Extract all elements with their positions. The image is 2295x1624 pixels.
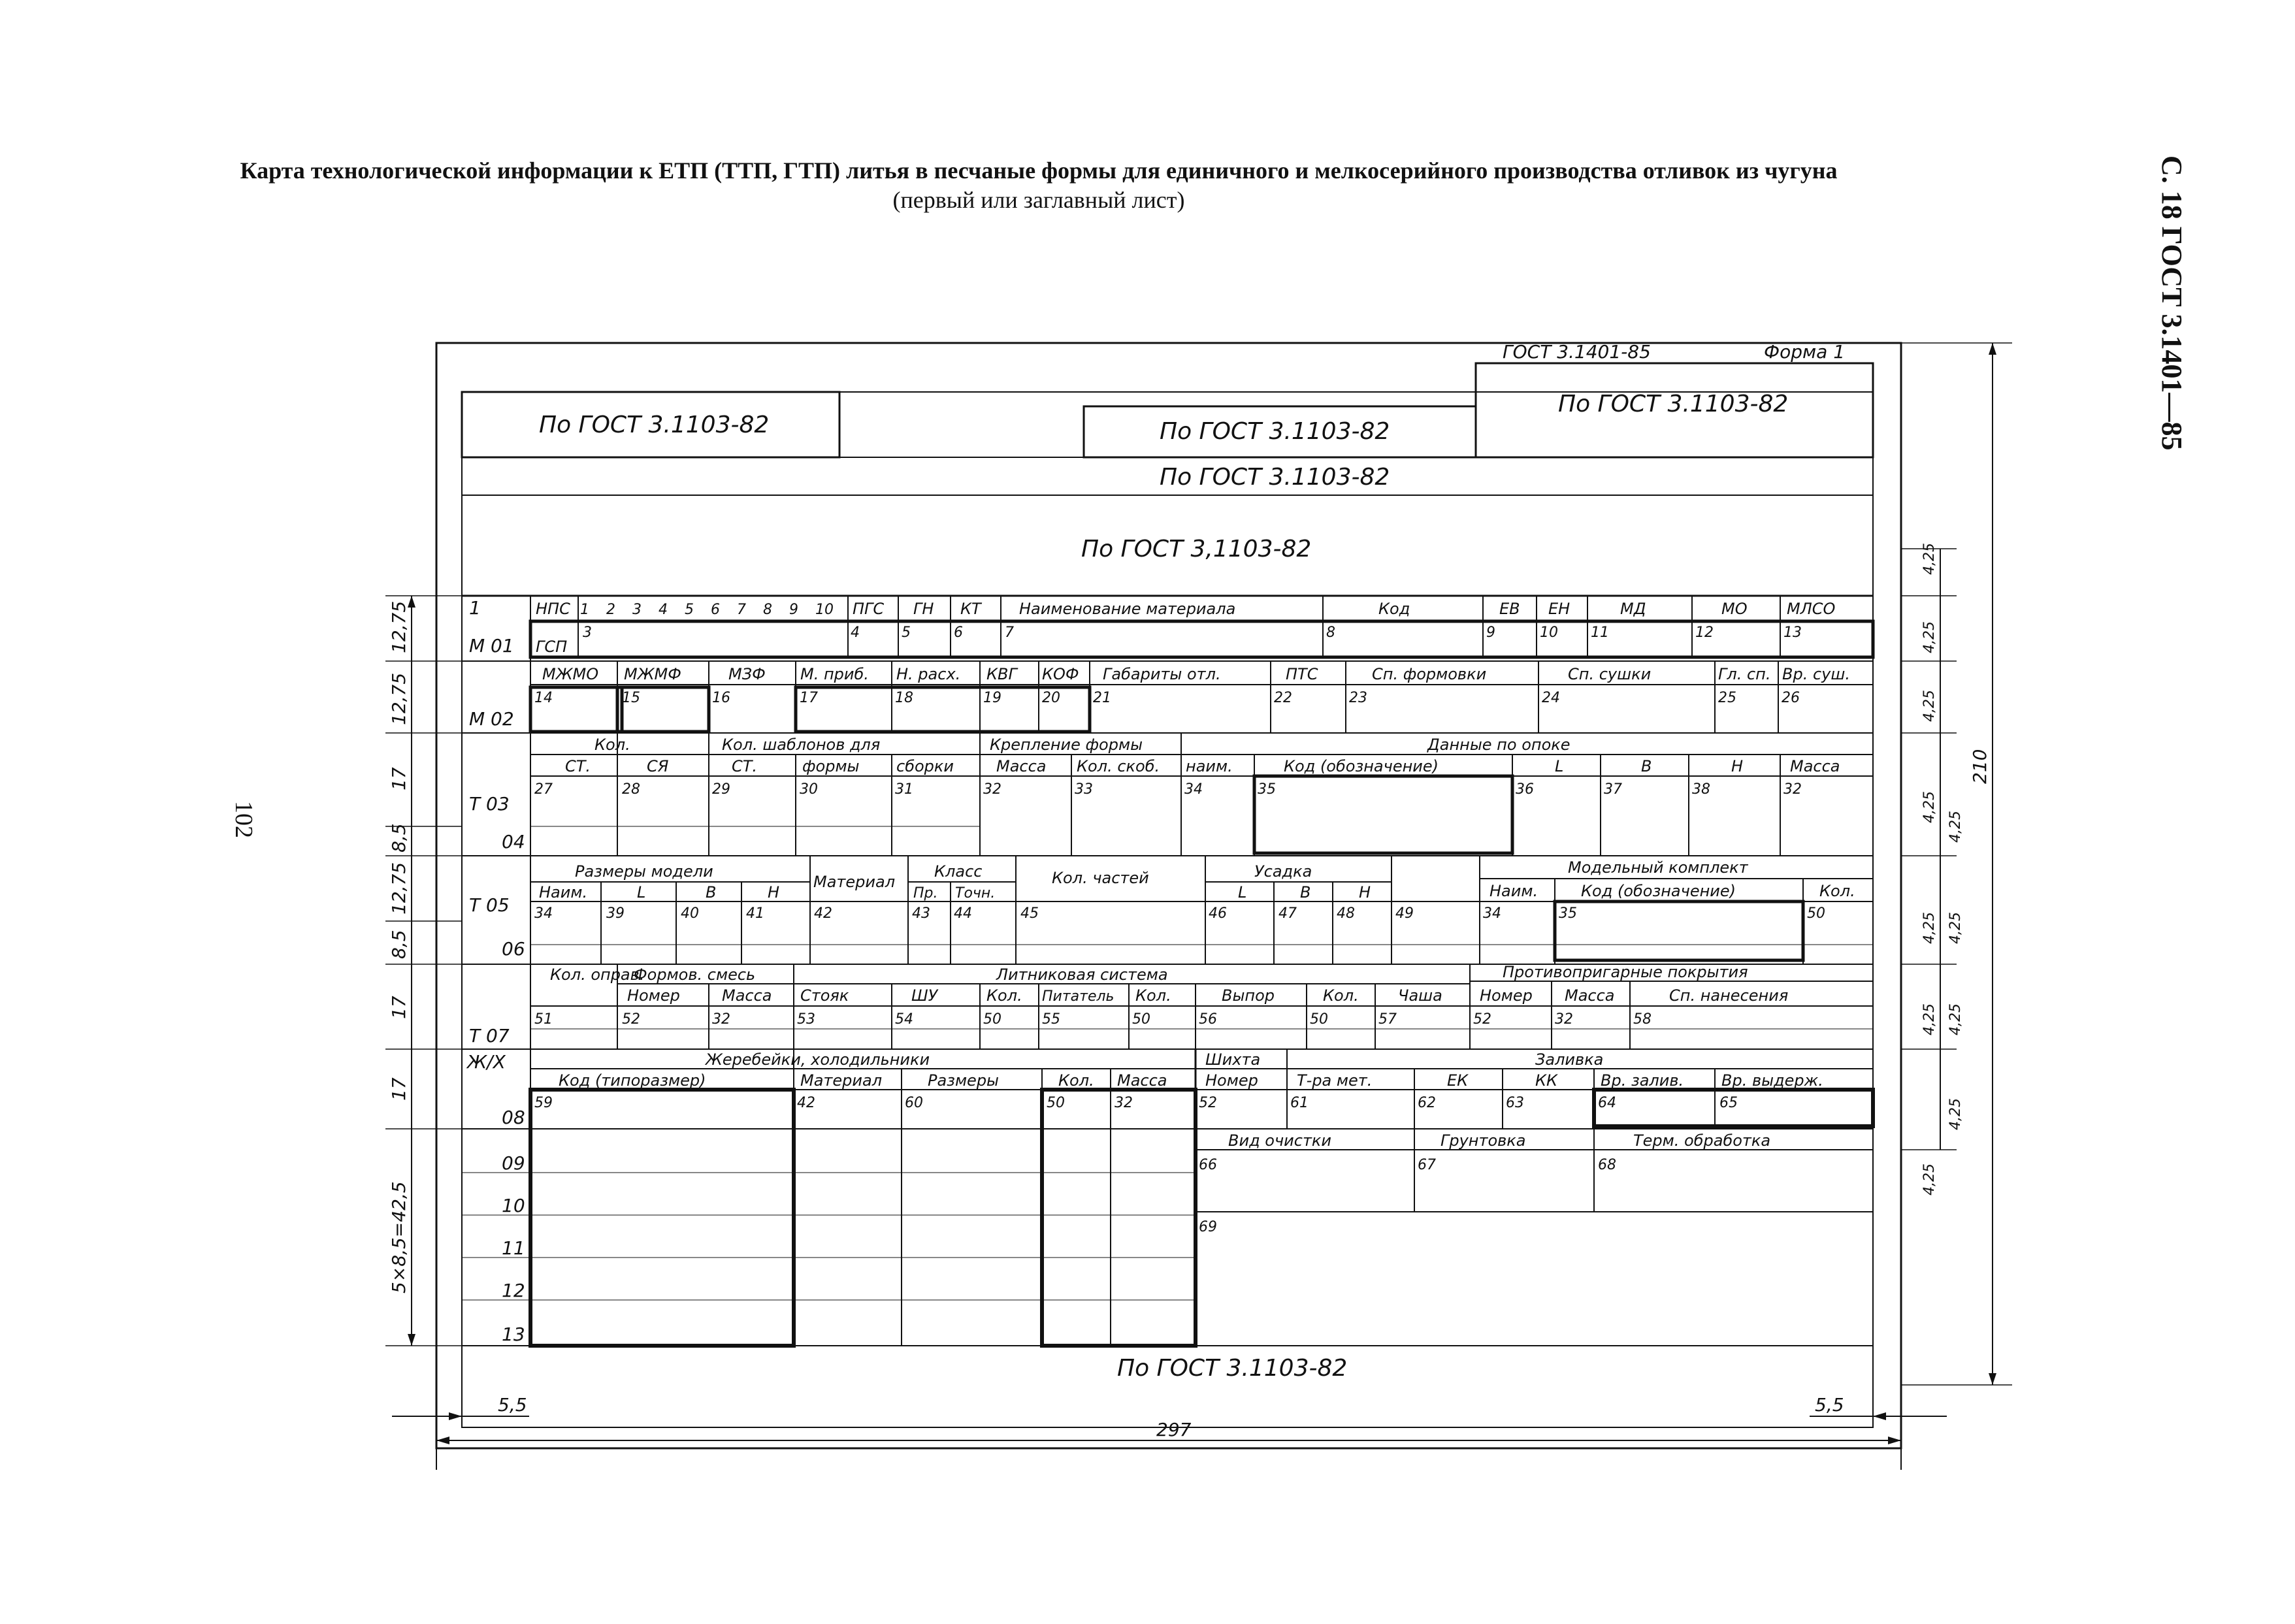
n7-50b: 50	[1132, 1011, 1150, 1028]
n-36: 36	[1516, 781, 1534, 798]
n-6: 6	[954, 625, 963, 641]
h-sya: СЯ	[647, 757, 669, 775]
h5-naim2: Наим.	[1489, 882, 1538, 900]
n8-63: 63	[1506, 1095, 1524, 1111]
h-H: H	[1731, 757, 1744, 775]
n8-62: 62	[1418, 1095, 1436, 1111]
h-B: B	[1641, 757, 1652, 775]
h7-pitatel: Питатель	[1042, 988, 1115, 1005]
h8-razmery: Размеры	[928, 1071, 999, 1090]
h8-zherebeiki: Жеребейки, холодильники	[706, 1050, 930, 1069]
h5-kod-obozn: Код (обозначение)	[1581, 882, 1736, 900]
n5-44: 44	[954, 905, 972, 922]
h8-vr-zaliv: Вр. залив.	[1601, 1071, 1684, 1090]
n-23: 23	[1349, 690, 1367, 706]
n-9: 9	[1486, 625, 1495, 641]
dim-42-5: 5×8,5=42,5	[388, 1181, 410, 1293]
row-1: 1	[469, 597, 481, 619]
h5-klass: Класс	[934, 862, 983, 881]
n-15: 15	[622, 690, 640, 706]
dim-4-25-8: 4,25	[1921, 1003, 1938, 1035]
h5-usadka: Усадка	[1254, 862, 1312, 881]
h-sp-form: Сп. формовки	[1372, 665, 1487, 683]
h-en: ЕН	[1548, 600, 1571, 618]
n7-56: 56	[1199, 1011, 1217, 1028]
n8-60: 60	[905, 1095, 923, 1111]
h7-kol2: Кол.	[1135, 986, 1171, 1005]
dim-4-25-7: 4,25	[1947, 912, 1964, 944]
n8-50: 50	[1047, 1095, 1065, 1111]
h5-tochn: Точн.	[955, 885, 996, 901]
n-3: 3	[583, 625, 592, 641]
n-10: 10	[1540, 625, 1558, 641]
dim-17-b: 17	[388, 996, 410, 1019]
h-digit-5: 5	[685, 602, 694, 618]
n7-32b: 32	[1555, 1011, 1573, 1028]
dim-4-25-11: 4,25	[1921, 1163, 1938, 1195]
page-number: 102	[230, 801, 257, 838]
h-kod-obozn: Код (обозначение)	[1284, 757, 1439, 775]
n8-61: 61	[1290, 1095, 1309, 1111]
h9-gruntovka: Грунтовка	[1440, 1131, 1526, 1150]
h5-model-kompl: Модельный комплект	[1568, 858, 1748, 877]
n-22: 22	[1274, 690, 1292, 706]
n9-66: 66	[1199, 1157, 1217, 1173]
h-massa2: Масса	[1790, 757, 1840, 775]
h8-t-ra-met: Т-ра мет.	[1297, 1071, 1373, 1090]
h-kol-skob: Кол. скоб.	[1077, 757, 1160, 775]
n7-57: 57	[1378, 1011, 1397, 1028]
n7-55: 55	[1042, 1011, 1060, 1028]
n-35: 35	[1258, 781, 1276, 798]
n9-69: 69	[1199, 1219, 1217, 1235]
h8-nomer: Номер	[1205, 1071, 1258, 1090]
n5-47: 47	[1278, 905, 1297, 922]
n5-34: 34	[534, 905, 553, 922]
h-digit-1: 1	[580, 602, 589, 618]
n-29: 29	[712, 781, 730, 798]
h8-ek: ЕК	[1447, 1071, 1469, 1090]
n-32b: 32	[1783, 781, 1802, 798]
h-st: СТ.	[565, 757, 591, 775]
page-subtitle: (первый или заглавный лист)	[892, 187, 1185, 213]
h-digit-9: 9	[789, 602, 798, 618]
h-digit-6: 6	[711, 602, 720, 618]
row-09: 09	[502, 1152, 525, 1174]
dim-4-25-2: 4,25	[1921, 621, 1938, 653]
h7-kol: Кол.	[986, 986, 1022, 1005]
ref-line-1: По ГОСТ 3.1103-82	[1160, 464, 1390, 491]
n7-50c: 50	[1310, 1011, 1328, 1028]
h5-H2: H	[1359, 883, 1371, 901]
h7-shu: ШУ	[911, 986, 938, 1005]
n-18: 18	[895, 690, 913, 706]
h7-massa: Масса	[722, 986, 772, 1005]
h-formy: формы	[802, 757, 860, 775]
h8-vr-vyderzh: Вр. выдерж.	[1721, 1071, 1823, 1090]
ref-box-1: По ГОСТ 3.1103-82	[539, 412, 770, 438]
h-massa: Масса	[996, 757, 1047, 775]
n9-68: 68	[1598, 1157, 1616, 1173]
h8-zalivka: Заливка	[1535, 1050, 1604, 1069]
h-ev: ЕВ	[1499, 600, 1520, 618]
h-digit-7: 7	[737, 602, 746, 618]
dim-12-75-a: 12,75	[388, 600, 410, 653]
h8-massa: Масса	[1117, 1071, 1167, 1090]
h-kol-shabl: Кол. шаблонов для	[722, 736, 881, 754]
n-5: 5	[902, 625, 911, 641]
h-kvg: КВГ	[986, 665, 1017, 683]
n-24: 24	[1542, 690, 1560, 706]
n-19: 19	[983, 690, 1001, 706]
h-mzhmo: МЖМО	[542, 665, 599, 683]
h-digit-4: 4	[659, 602, 668, 618]
form-number: Форма 1	[1764, 341, 1846, 363]
n-20: 20	[1042, 690, 1060, 706]
h7-vypor: Выпор	[1222, 986, 1275, 1005]
h-gl-sp: Гл. сп.	[1718, 665, 1771, 683]
h5-pr: Пр.	[913, 885, 938, 901]
n-14: 14	[534, 690, 553, 706]
h-digit-3: 3	[632, 602, 642, 618]
n5-34b: 34	[1483, 905, 1501, 922]
h7-kol-oprav: Кол. оправ.	[550, 966, 645, 984]
dim-4-25-5: 4,25	[1947, 811, 1964, 843]
n7-50a: 50	[983, 1011, 1001, 1028]
h-dannye: Данные по опоке	[1427, 736, 1571, 754]
n5-43: 43	[912, 905, 930, 922]
h5-B: B	[706, 883, 717, 901]
side-label: С. 18 ГОСТ 3.1401—85	[2156, 155, 2188, 451]
h7-nomer2: Номер	[1480, 986, 1533, 1005]
h5-L2: L	[1238, 883, 1247, 901]
row-04: 04	[502, 831, 525, 853]
n-30: 30	[800, 781, 818, 798]
n-4: 4	[851, 625, 860, 641]
h-pgs: ПГС	[853, 600, 885, 618]
h-kof: КОФ	[1042, 665, 1079, 683]
h-kreplenie: Крепление формы	[990, 736, 1143, 754]
dim-5-5-left: 5,5	[498, 1394, 527, 1416]
h9-term: Терм. обработка	[1633, 1131, 1771, 1150]
h-material: Наименование материала	[1019, 600, 1236, 618]
row-11: 11	[502, 1237, 525, 1259]
ref-line-bottom: По ГОСТ 3.1103-82	[1117, 1355, 1348, 1382]
n-38: 38	[1692, 781, 1710, 798]
dim-17-a: 17	[388, 767, 410, 790]
n-12: 12	[1695, 625, 1714, 641]
n5-41: 41	[746, 905, 764, 922]
n5-49: 49	[1395, 905, 1414, 922]
n8-42: 42	[797, 1095, 815, 1111]
dim-4-25-4: 4,25	[1921, 791, 1938, 823]
h-kt: КТ	[960, 600, 981, 618]
h7-litnik: Литниковая система	[996, 966, 1168, 984]
n5-45: 45	[1020, 905, 1039, 922]
n8-59: 59	[534, 1095, 553, 1111]
h-pts: ПТС	[1286, 665, 1318, 683]
h7-nomer: Номер	[627, 986, 680, 1005]
row-08: 08	[502, 1107, 525, 1128]
dim-4-25-1: 4,25	[1921, 543, 1938, 575]
h5-B2: B	[1300, 883, 1311, 901]
n-16: 16	[712, 690, 730, 706]
h5-kol: Кол.	[1819, 882, 1855, 900]
dim-297: 297	[1156, 1419, 1192, 1440]
h-digit-10: 10	[815, 602, 834, 618]
h-digit-2: 2	[606, 602, 615, 618]
n7-54: 54	[895, 1011, 913, 1028]
dim-210: 210	[1969, 749, 1991, 784]
h-L: L	[1555, 757, 1564, 775]
row-m01: М 01	[469, 635, 514, 657]
n8-52: 52	[1199, 1095, 1217, 1111]
n-32: 32	[983, 781, 1001, 798]
h-kod: Код	[1378, 600, 1410, 618]
row-t05: Т 05	[469, 894, 510, 916]
n-21: 21	[1093, 690, 1111, 706]
n-31: 31	[895, 781, 913, 798]
n-8: 8	[1326, 625, 1335, 641]
row-zh: Ж/Х	[467, 1051, 506, 1073]
n5-46: 46	[1209, 905, 1227, 922]
n-26: 26	[1782, 690, 1800, 706]
row-t07: Т 07	[469, 1025, 510, 1047]
n-37: 37	[1604, 781, 1622, 798]
n8-65: 65	[1719, 1095, 1738, 1111]
n8-64: 64	[1598, 1095, 1616, 1111]
h-st2: СТ.	[732, 757, 758, 775]
h7-chasha: Чаша	[1398, 986, 1442, 1005]
h-sp-sush: Сп. сушки	[1568, 665, 1652, 683]
ref-box-2: По ГОСТ 3.1103-82	[1160, 418, 1390, 445]
dim-12-75-c: 12,75	[388, 862, 410, 915]
dim-17-c: 17	[388, 1077, 410, 1101]
h-digit-8: 8	[763, 602, 772, 618]
h-razmery: Размеры модели	[575, 862, 713, 881]
h-vr-sush: Вр. суш.	[1782, 665, 1850, 683]
h9-vid-ochistki: Вид очистки	[1228, 1131, 1332, 1150]
h-mzf: МЗФ	[728, 665, 766, 683]
h8-kol: Кол.	[1058, 1071, 1094, 1090]
h-gn: ГН	[913, 600, 934, 618]
h-md: МД	[1620, 600, 1646, 618]
h-nrask: Н. расх.	[896, 665, 961, 683]
h-naim: наим.	[1186, 757, 1233, 775]
dim-8-5-b: 8,5	[388, 930, 410, 959]
dim-12-75-b: 12,75	[388, 672, 410, 725]
h-kol: Кол.	[594, 736, 630, 754]
dim-4-25-3: 4,25	[1921, 690, 1938, 722]
h7-sp-nanes: Сп. нанесения	[1669, 986, 1789, 1005]
n-34: 34	[1184, 781, 1203, 798]
n9-67: 67	[1418, 1157, 1436, 1173]
h7-protiv: Противопригарные покрытия	[1503, 963, 1748, 981]
h-mzhmf: МЖМФ	[624, 665, 681, 683]
row-m02: М 02	[469, 708, 514, 730]
n5-48: 48	[1337, 905, 1355, 922]
n-27: 27	[534, 781, 553, 798]
row-12: 12	[502, 1280, 525, 1301]
h8-material: Материал	[800, 1071, 883, 1090]
h8-kk: КК	[1535, 1071, 1558, 1090]
h8-shikhta: Шихта	[1205, 1050, 1261, 1069]
ref-box-3: По ГОСТ 3.1103-82	[1558, 391, 1789, 417]
n-28: 28	[622, 781, 640, 798]
ref-line-2: По ГОСТ 3,1103-82	[1081, 536, 1312, 562]
n7-52b: 52	[1473, 1011, 1491, 1028]
n-17: 17	[800, 690, 818, 706]
dim-4-25-9: 4,25	[1947, 1003, 1964, 1035]
h-mprib: М. приб.	[800, 665, 869, 683]
n-33: 33	[1075, 781, 1093, 798]
n-25: 25	[1718, 690, 1736, 706]
dim-5-5-right: 5,5	[1815, 1394, 1844, 1416]
h5-kol-chastey: Кол. частей	[1052, 869, 1149, 887]
n-13: 13	[1783, 625, 1802, 641]
h8-kod-tipo: Код (типоразмер)	[559, 1071, 706, 1090]
h7-massa2: Масса	[1565, 986, 1615, 1005]
h7-form-smes: Формов. смесь	[634, 966, 756, 984]
dim-4-25-6: 4,25	[1921, 912, 1938, 944]
h5-material: Материал	[813, 873, 896, 891]
h5-L: L	[637, 883, 646, 901]
h-gsp: ГСП	[536, 638, 568, 656]
h7-stoyak: Стояк	[800, 986, 849, 1005]
n7-52: 52	[622, 1011, 640, 1028]
n5-39: 39	[606, 905, 625, 922]
n7-53: 53	[797, 1011, 815, 1028]
h5-H: H	[768, 883, 780, 901]
n5-42: 42	[814, 905, 832, 922]
h-nps: НПС	[536, 600, 570, 618]
row-13: 13	[502, 1324, 525, 1345]
row-t03: Т 03	[469, 793, 510, 815]
page-title: Карта технологической информации к ЕТП (ТТП, ГТП) литья в песчаные формы для единичного и мелкосерийного производства отливок из чугуна	[240, 157, 1838, 184]
n8-32: 32	[1115, 1095, 1133, 1111]
form-standard: ГОСТ 3.1401-85	[1503, 341, 1651, 363]
h5-naim: Наим.	[539, 883, 588, 901]
n7-51: 51	[534, 1011, 553, 1028]
row-10: 10	[502, 1195, 525, 1216]
h-gabarity: Габариты отл.	[1103, 665, 1221, 683]
dim-4-25-10: 4,25	[1947, 1098, 1964, 1130]
n7-58: 58	[1633, 1011, 1652, 1028]
dim-8-5-a: 8,5	[388, 823, 410, 853]
row-06: 06	[502, 938, 525, 960]
n-7: 7	[1005, 625, 1014, 641]
h7-kol3: Кол.	[1323, 986, 1359, 1005]
n5-50: 50	[1807, 905, 1825, 922]
h-mo: МО	[1721, 600, 1748, 618]
n5-35: 35	[1559, 905, 1577, 922]
h-sborki: сборки	[896, 757, 954, 775]
n7-32: 32	[712, 1011, 730, 1028]
n5-40: 40	[681, 905, 699, 922]
h-mlso: МЛСО	[1787, 600, 1836, 618]
n-11: 11	[1591, 625, 1609, 641]
